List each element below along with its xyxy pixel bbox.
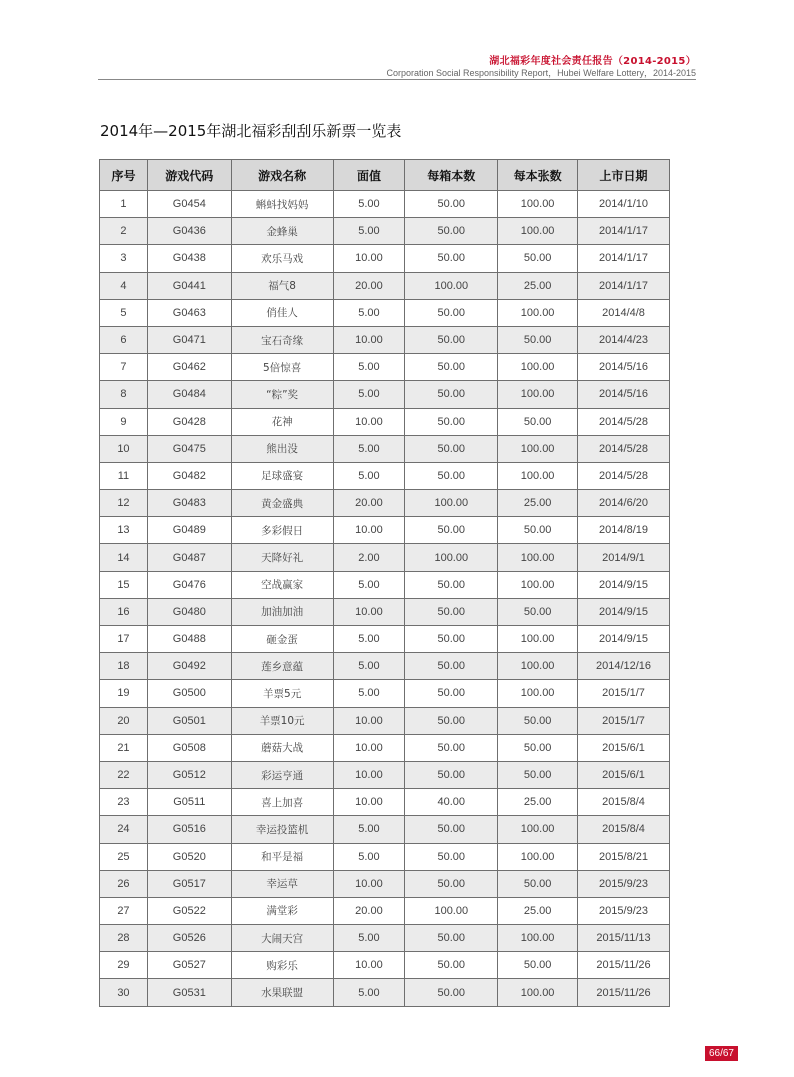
table-row: [100, 517, 670, 544]
launch-date-cell: 2014/1/17: [578, 245, 670, 272]
page-number: 66/67: [705, 1046, 738, 1061]
launch-date-cell: 2015/11/13: [578, 925, 670, 952]
game-name-cell: 满堂彩: [231, 897, 333, 924]
face-value-cell: 5.00: [333, 218, 405, 245]
game-code-cell: G0501: [147, 707, 231, 734]
launch-date-cell: 2015/8/4: [578, 789, 670, 816]
game-code-cell: G0463: [147, 299, 231, 326]
game-name-cell: 天降好礼: [231, 544, 333, 571]
row-index-cell: 1: [100, 191, 148, 218]
header-divider: [98, 79, 696, 80]
game-code-cell: G0454: [147, 191, 231, 218]
game-name-cell: 熊出没: [231, 435, 333, 462]
tickets-per-book-cell: 100.00: [498, 626, 578, 653]
game-code-cell: G0489: [147, 517, 231, 544]
row-index-cell: 25: [100, 843, 148, 870]
game-code-cell: G0488: [147, 626, 231, 653]
tickets-per-book-cell: 50.00: [498, 326, 578, 353]
launch-date-cell: 2015/8/21: [578, 843, 670, 870]
table-row: [100, 326, 670, 353]
game-code-cell: G0526: [147, 925, 231, 952]
face-value-cell: 10.00: [333, 598, 405, 625]
table-row: [100, 816, 670, 843]
face-value-cell: 10.00: [333, 761, 405, 788]
books-per-box-cell: 50.00: [405, 517, 498, 544]
table-row: [100, 979, 670, 1006]
launch-date-cell: 2014/5/28: [578, 435, 670, 462]
table-header-row: [100, 160, 670, 191]
game-name-cell: 蘑菇大战: [231, 734, 333, 761]
table-row: [100, 191, 670, 218]
game-name-cell: 欢乐马戏: [231, 245, 333, 272]
row-index-cell: 3: [100, 245, 148, 272]
launch-date-cell: 2015/8/4: [578, 816, 670, 843]
game-code-cell: G0531: [147, 979, 231, 1006]
game-code-cell: G0508: [147, 734, 231, 761]
table-row: [100, 952, 670, 979]
table-row: [100, 462, 670, 489]
row-index-cell: 24: [100, 816, 148, 843]
table-row: [100, 653, 670, 680]
column-header: 每本张数: [498, 160, 578, 191]
launch-date-cell: 2015/6/1: [578, 734, 670, 761]
game-name-cell: 蝌蚪找妈妈: [231, 191, 333, 218]
face-value-cell: 5.00: [333, 191, 405, 218]
books-per-box-cell: 50.00: [405, 816, 498, 843]
tickets-per-book-cell: 100.00: [498, 299, 578, 326]
table-row: [100, 897, 670, 924]
game-name-cell: 幸运草: [231, 870, 333, 897]
report-title-en: Corporation Social Responsibility Report，Hubei Welfare Lottery，2014-2015: [386, 68, 696, 78]
row-index-cell: 11: [100, 462, 148, 489]
launch-date-cell: 2014/5/28: [578, 408, 670, 435]
books-per-box-cell: 50.00: [405, 979, 498, 1006]
books-per-box-cell: 50.00: [405, 408, 498, 435]
tickets-per-book-cell: 100.00: [498, 653, 578, 680]
face-value-cell: 5.00: [333, 381, 405, 408]
launch-date-cell: 2014/5/16: [578, 381, 670, 408]
table-row: [100, 761, 670, 788]
books-per-box-cell: 50.00: [405, 462, 498, 489]
game-name-cell: 5倍惊喜: [231, 354, 333, 381]
row-index-cell: 18: [100, 653, 148, 680]
column-header: 面值: [333, 160, 405, 191]
books-per-box-cell: 50.00: [405, 707, 498, 734]
tickets-per-book-cell: 100.00: [498, 544, 578, 571]
game-code-cell: G0471: [147, 326, 231, 353]
tickets-per-book-cell: 100.00: [498, 435, 578, 462]
face-value-cell: 10.00: [333, 326, 405, 353]
tickets-per-book-cell: 50.00: [498, 707, 578, 734]
column-header: 每箱本数: [405, 160, 498, 191]
tickets-per-book-cell: 100.00: [498, 218, 578, 245]
game-code-cell: G0484: [147, 381, 231, 408]
launch-date-cell: 2014/4/23: [578, 326, 670, 353]
game-code-cell: G0517: [147, 870, 231, 897]
face-value-cell: 5.00: [333, 925, 405, 952]
tickets-per-book-cell: 50.00: [498, 517, 578, 544]
game-name-cell: 大闹天宫: [231, 925, 333, 952]
face-value-cell: 5.00: [333, 299, 405, 326]
game-name-cell: 彩运亨通: [231, 761, 333, 788]
books-per-box-cell: 50.00: [405, 680, 498, 707]
game-name-cell: 多彩假日: [231, 517, 333, 544]
books-per-box-cell: 50.00: [405, 925, 498, 952]
row-index-cell: 7: [100, 354, 148, 381]
game-name-cell: 加油加油: [231, 598, 333, 625]
tickets-per-book-cell: 50.00: [498, 870, 578, 897]
launch-date-cell: 2014/9/15: [578, 626, 670, 653]
game-code-cell: G0512: [147, 761, 231, 788]
table-row: [100, 843, 670, 870]
tickets-per-book-cell: 100.00: [498, 925, 578, 952]
game-name-cell: 喜上加喜: [231, 789, 333, 816]
books-per-box-cell: 50.00: [405, 870, 498, 897]
tickets-per-book-cell: 50.00: [498, 952, 578, 979]
row-index-cell: 12: [100, 490, 148, 517]
books-per-box-cell: 50.00: [405, 571, 498, 598]
game-name-cell: 购彩乐: [231, 952, 333, 979]
face-value-cell: 20.00: [333, 490, 405, 517]
books-per-box-cell: 50.00: [405, 245, 498, 272]
game-name-cell: 黄金盛典: [231, 490, 333, 517]
game-name-cell: 水果联盟: [231, 979, 333, 1006]
table-row: [100, 626, 670, 653]
face-value-cell: 5.00: [333, 843, 405, 870]
table-row: [100, 680, 670, 707]
row-index-cell: 14: [100, 544, 148, 571]
launch-date-cell: 2015/6/1: [578, 761, 670, 788]
table-row: [100, 925, 670, 952]
tickets-per-book-cell: 25.00: [498, 897, 578, 924]
column-header: 上市日期: [578, 160, 670, 191]
face-value-cell: 10.00: [333, 517, 405, 544]
launch-date-cell: 2014/4/8: [578, 299, 670, 326]
tickets-per-book-cell: 50.00: [498, 598, 578, 625]
row-index-cell: 30: [100, 979, 148, 1006]
row-index-cell: 19: [100, 680, 148, 707]
row-index-cell: 16: [100, 598, 148, 625]
game-code-cell: G0520: [147, 843, 231, 870]
launch-date-cell: 2015/9/23: [578, 897, 670, 924]
column-header: 游戏代码: [147, 160, 231, 191]
launch-date-cell: 2014/5/28: [578, 462, 670, 489]
face-value-cell: 5.00: [333, 816, 405, 843]
face-value-cell: 10.00: [333, 408, 405, 435]
row-index-cell: 8: [100, 381, 148, 408]
game-code-cell: G0441: [147, 272, 231, 299]
row-index-cell: 27: [100, 897, 148, 924]
tickets-per-book-cell: 50.00: [498, 734, 578, 761]
table-row: [100, 435, 670, 462]
tickets-per-book-cell: 100.00: [498, 816, 578, 843]
game-name-cell: “粽”奖: [231, 381, 333, 408]
game-name-cell: 莲乡意蕴: [231, 653, 333, 680]
table-row: [100, 408, 670, 435]
tickets-per-book-cell: 100.00: [498, 462, 578, 489]
face-value-cell: 10.00: [333, 734, 405, 761]
launch-date-cell: 2015/9/23: [578, 870, 670, 897]
tickets-per-book-cell: 100.00: [498, 191, 578, 218]
launch-date-cell: 2014/9/15: [578, 571, 670, 598]
face-value-cell: 5.00: [333, 571, 405, 598]
game-code-cell: G0476: [147, 571, 231, 598]
game-name-cell: 俏佳人: [231, 299, 333, 326]
game-code-cell: G0522: [147, 897, 231, 924]
game-name-cell: 足球盛宴: [231, 462, 333, 489]
books-per-box-cell: 50.00: [405, 952, 498, 979]
game-name-cell: 幸运投篮机: [231, 816, 333, 843]
row-index-cell: 22: [100, 761, 148, 788]
table-row: [100, 381, 670, 408]
tickets-per-book-cell: 25.00: [498, 490, 578, 517]
game-name-cell: 砸金蛋: [231, 626, 333, 653]
game-code-cell: G0428: [147, 408, 231, 435]
table-row: [100, 707, 670, 734]
launch-date-cell: 2014/8/19: [578, 517, 670, 544]
row-index-cell: 20: [100, 707, 148, 734]
table-row: [100, 272, 670, 299]
books-per-box-cell: 50.00: [405, 326, 498, 353]
table-row: [100, 544, 670, 571]
face-value-cell: 2.00: [333, 544, 405, 571]
face-value-cell: 5.00: [333, 626, 405, 653]
books-per-box-cell: 50.00: [405, 218, 498, 245]
tickets-per-book-cell: 25.00: [498, 789, 578, 816]
books-per-box-cell: 40.00: [405, 789, 498, 816]
table-row: [100, 245, 670, 272]
row-index-cell: 15: [100, 571, 148, 598]
books-per-box-cell: 50.00: [405, 843, 498, 870]
launch-date-cell: 2014/9/15: [578, 598, 670, 625]
books-per-box-cell: 50.00: [405, 761, 498, 788]
game-code-cell: G0500: [147, 680, 231, 707]
face-value-cell: 20.00: [333, 272, 405, 299]
launch-date-cell: 2015/11/26: [578, 979, 670, 1006]
face-value-cell: 10.00: [333, 707, 405, 734]
game-code-cell: G0438: [147, 245, 231, 272]
game-name-cell: 花神: [231, 408, 333, 435]
table-row: [100, 218, 670, 245]
row-index-cell: 2: [100, 218, 148, 245]
game-name-cell: 羊票5元: [231, 680, 333, 707]
table-row: [100, 870, 670, 897]
game-code-cell: G0527: [147, 952, 231, 979]
launch-date-cell: 2014/1/17: [578, 272, 670, 299]
face-value-cell: 5.00: [333, 680, 405, 707]
row-index-cell: 13: [100, 517, 148, 544]
game-name-cell: 福气8: [231, 272, 333, 299]
column-header: 游戏名称: [231, 160, 333, 191]
books-per-box-cell: 100.00: [405, 490, 498, 517]
row-index-cell: 4: [100, 272, 148, 299]
row-index-cell: 23: [100, 789, 148, 816]
launch-date-cell: 2014/5/16: [578, 354, 670, 381]
launch-date-cell: 2014/9/1: [578, 544, 670, 571]
game-code-cell: G0462: [147, 354, 231, 381]
face-value-cell: 5.00: [333, 462, 405, 489]
table-row: [100, 354, 670, 381]
books-per-box-cell: 100.00: [405, 272, 498, 299]
game-code-cell: G0436: [147, 218, 231, 245]
books-per-box-cell: 50.00: [405, 598, 498, 625]
face-value-cell: 10.00: [333, 870, 405, 897]
books-per-box-cell: 50.00: [405, 354, 498, 381]
table-row: [100, 299, 670, 326]
books-per-box-cell: 50.00: [405, 191, 498, 218]
tickets-per-book-cell: 100.00: [498, 571, 578, 598]
books-per-box-cell: 100.00: [405, 897, 498, 924]
table-row: [100, 598, 670, 625]
tickets-per-book-cell: 50.00: [498, 408, 578, 435]
tickets-per-book-cell: 100.00: [498, 843, 578, 870]
game-code-cell: G0511: [147, 789, 231, 816]
launch-date-cell: 2014/1/17: [578, 218, 670, 245]
tickets-per-book-cell: 25.00: [498, 272, 578, 299]
game-code-cell: G0475: [147, 435, 231, 462]
table-title: 2014年—2015年湖北福彩刮刮乐新票一览表: [100, 122, 402, 140]
table-body: [100, 191, 670, 1007]
books-per-box-cell: 50.00: [405, 435, 498, 462]
table-row: [100, 734, 670, 761]
face-value-cell: 5.00: [333, 653, 405, 680]
launch-date-cell: 2015/1/7: [578, 680, 670, 707]
game-code-cell: G0483: [147, 490, 231, 517]
tickets-per-book-cell: 100.00: [498, 354, 578, 381]
game-code-cell: G0492: [147, 653, 231, 680]
row-index-cell: 5: [100, 299, 148, 326]
game-name-cell: 空战赢家: [231, 571, 333, 598]
game-name-cell: 金蜂巢: [231, 218, 333, 245]
tickets-per-book-cell: 50.00: [498, 245, 578, 272]
books-per-box-cell: 50.00: [405, 626, 498, 653]
row-index-cell: 26: [100, 870, 148, 897]
game-code-cell: G0516: [147, 816, 231, 843]
launch-date-cell: 2014/6/20: [578, 490, 670, 517]
books-per-box-cell: 50.00: [405, 299, 498, 326]
game-code-cell: G0480: [147, 598, 231, 625]
face-value-cell: 5.00: [333, 354, 405, 381]
face-value-cell: 5.00: [333, 979, 405, 1006]
face-value-cell: 5.00: [333, 435, 405, 462]
books-per-box-cell: 50.00: [405, 734, 498, 761]
table-row: [100, 490, 670, 517]
table-row: [100, 789, 670, 816]
face-value-cell: 20.00: [333, 897, 405, 924]
books-per-box-cell: 50.00: [405, 653, 498, 680]
face-value-cell: 10.00: [333, 245, 405, 272]
books-per-box-cell: 50.00: [405, 381, 498, 408]
game-name-cell: 和平是福: [231, 843, 333, 870]
table-row: [100, 571, 670, 598]
row-index-cell: 6: [100, 326, 148, 353]
face-value-cell: 10.00: [333, 952, 405, 979]
column-header: 序号: [100, 160, 148, 191]
tickets-per-book-cell: 100.00: [498, 381, 578, 408]
tickets-per-book-cell: 100.00: [498, 680, 578, 707]
launch-date-cell: 2014/12/16: [578, 653, 670, 680]
launch-date-cell: 2015/1/7: [578, 707, 670, 734]
game-code-cell: G0482: [147, 462, 231, 489]
launch-date-cell: 2014/1/10: [578, 191, 670, 218]
row-index-cell: 29: [100, 952, 148, 979]
row-index-cell: 9: [100, 408, 148, 435]
game-name-cell: 宝石奇缘: [231, 326, 333, 353]
face-value-cell: 10.00: [333, 789, 405, 816]
row-index-cell: 10: [100, 435, 148, 462]
game-code-cell: G0487: [147, 544, 231, 571]
row-index-cell: 17: [100, 626, 148, 653]
tickets-per-book-cell: 100.00: [498, 979, 578, 1006]
lottery-ticket-table: [99, 159, 670, 1007]
row-index-cell: 21: [100, 734, 148, 761]
launch-date-cell: 2015/11/26: [578, 952, 670, 979]
books-per-box-cell: 100.00: [405, 544, 498, 571]
game-name-cell: 羊票10元: [231, 707, 333, 734]
row-index-cell: 28: [100, 925, 148, 952]
tickets-per-book-cell: 50.00: [498, 761, 578, 788]
report-title-cn: 湖北福彩年度社会责任报告（2014-2015）: [489, 56, 696, 67]
